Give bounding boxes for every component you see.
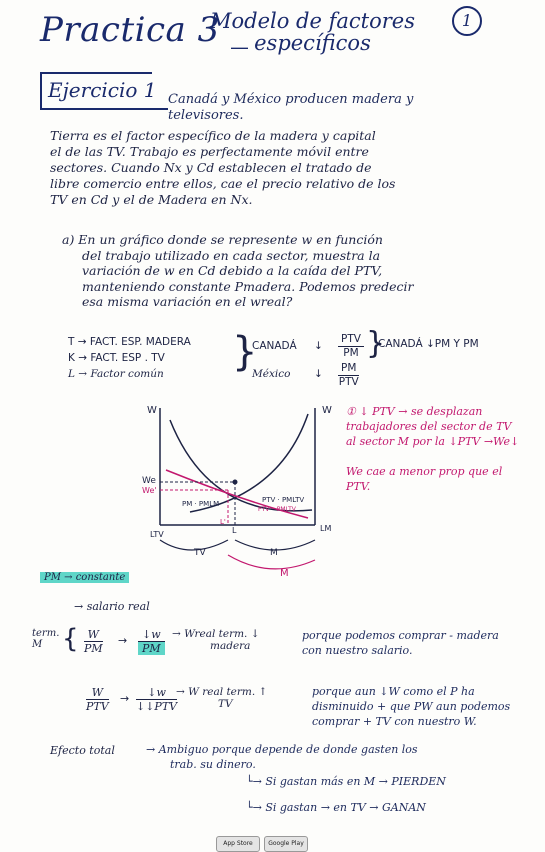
question-line: del trabajo utilizado en cada sector, muestra la — [82, 247, 381, 263]
wreal-tv — [176, 686, 267, 710]
frac-den: ↓↓PTV — [136, 700, 178, 713]
frac-den: PM — [84, 642, 103, 655]
labor-market-graph — [130, 400, 340, 575]
l-prime-label: L' — [220, 518, 226, 526]
ambiguo — [146, 742, 418, 772]
porque-2 — [312, 684, 510, 729]
m-pink-label: M — [280, 568, 289, 579]
fraction-w-pm — [82, 628, 105, 655]
we-label: We — [142, 476, 156, 486]
porque-line: comprar + TV con nuestro W. — [312, 715, 477, 728]
equilibrium-point — [233, 480, 238, 485]
l-label: L — [232, 526, 237, 535]
intro-line: el de las TV. Trabajo es perfectamente móvil entre — [50, 144, 369, 159]
note-pink-2 — [346, 464, 502, 494]
note-pink-1 — [346, 404, 519, 449]
ptv-curve-label: PTV · PMLTV — [262, 496, 305, 504]
key-t: T → FACT. ESP. MADERA — [68, 336, 191, 348]
brace-right-icon: } — [232, 329, 258, 375]
wreal-tv-line2: TV — [218, 698, 233, 710]
note-line: ① ↓ PTV → se desplazan — [346, 405, 483, 418]
fraction-dw-pm — [136, 628, 167, 655]
w-right-label: W — [322, 405, 332, 416]
term-m: term. M — [32, 628, 60, 650]
si-gastan-m — [246, 774, 446, 789]
efecto-total: Efecto total — [50, 744, 115, 757]
frac-den: PTV — [86, 700, 109, 713]
note-line: We cae a menor prop que el — [346, 465, 503, 478]
si-gastan-tv-text: Si gastan → en TV → GANAN — [265, 801, 426, 814]
frac-den: PM — [138, 642, 165, 655]
wreal-madera — [172, 628, 260, 652]
we-prime-label: We' — [142, 486, 157, 495]
frac-num: W — [86, 686, 109, 700]
mexico-down: ↓ — [314, 368, 323, 380]
page-title: Practica 3 _ — [40, 10, 249, 50]
note-line: al sector M por la ↓PTV →We↓ — [346, 435, 520, 448]
wreal-madera-line1: → Wreal term. ↓ — [172, 628, 260, 640]
frac-num: ↓w — [138, 628, 165, 642]
corner-arrow-icon: └→ — [246, 801, 266, 814]
intro-line: Tierra es el factor específico de la madera y capital — [50, 128, 376, 143]
page-number: 1 — [452, 6, 482, 36]
mexico-ratio — [336, 362, 361, 389]
lm-label: LM — [320, 524, 332, 533]
si-gastan-m-text: Si gastan más en M → PIERDEN — [265, 775, 446, 788]
canada-down: ↓ — [314, 340, 323, 352]
question-line: manteniendo constante Pmadera. Podemos predecir — [82, 278, 414, 294]
intro-line: TV en Cd y el de Madera en Nx. — [50, 192, 253, 207]
pm-constante-text: PM → constante — [40, 572, 129, 583]
arrow-icon: → — [118, 634, 128, 647]
subtitle — [210, 10, 415, 54]
fraction-w-ptv — [84, 686, 111, 713]
w-left-label: W — [147, 405, 157, 416]
wreal-madera-line2: madera — [210, 640, 251, 652]
wreal-tv-line1: → W real term. ↑ — [176, 686, 268, 698]
tv-label: TV — [194, 548, 206, 558]
note-line: trabajadores del sector de TV — [346, 420, 512, 433]
m-label: M — [270, 548, 278, 558]
intro-paragraph — [50, 128, 395, 208]
key-canada: CANADÁ — [252, 340, 297, 352]
ltv-label: LTV — [150, 530, 164, 539]
store-badges — [216, 830, 312, 852]
corner-arrow-icon: └→ — [246, 775, 266, 788]
ratio-den: PM — [343, 347, 359, 359]
si-gastan-tv — [246, 800, 426, 815]
exercise-desc-line2: televisores. — [168, 108, 244, 123]
arrow-icon: → — [120, 692, 130, 705]
ratio-den: PTV — [338, 376, 359, 388]
question-a — [62, 232, 414, 310]
salario-real: → salario real — [74, 600, 150, 613]
app-store-badge[interactable]: App Store — [216, 836, 260, 852]
subtitle-line2: específicos — [254, 31, 371, 55]
note-line: PTV. — [346, 480, 371, 493]
ratio-num: PM — [338, 362, 359, 376]
porque-1 — [302, 628, 499, 658]
exercise-description — [168, 92, 413, 124]
brace-right-icon: } — [366, 326, 386, 361]
porque-line: disminuido + que PW aun podemos — [312, 700, 511, 713]
key-k: K → FACT. ESP . TV — [68, 352, 165, 364]
question-line: a) En un gráfico donde se represente w en función — [62, 232, 383, 247]
intro-line: libre comercio entre ellos, cae el precio relativo de los — [50, 176, 396, 191]
google-play-badge[interactable]: Google Play — [264, 836, 308, 852]
exercise-underline — [40, 108, 168, 110]
ambiguo-line: → Ambiguo porque depende de donde gasten los — [146, 743, 418, 756]
question-line: variación de w en Cd debido a la caída del PTV, — [82, 263, 383, 278]
canada-ratio — [336, 333, 366, 360]
porque-line: porque podemos comprar - madera — [302, 629, 499, 642]
frac-num: ↓w — [136, 686, 177, 700]
key-conclusion: CANADÁ ↓PM Y PM — [378, 338, 479, 350]
pm-constante — [40, 572, 129, 583]
ambiguo-line: trab. su dinero. — [170, 758, 256, 771]
subtitle-line1: Modelo de factores — [210, 9, 415, 33]
key-l: L → Factor común — [68, 368, 164, 380]
pm-curve-label: PM · PMLM — [182, 500, 220, 508]
porque-line: porque aun ↓W como el P ha — [312, 685, 475, 698]
exercise-label: Ejercicio 1 — [48, 78, 157, 102]
ratio-num: PTV — [338, 333, 364, 347]
brace-left-icon: { — [62, 624, 79, 654]
ptv-new-label: PTV' · PMLTV — [258, 506, 296, 513]
exercise-desc-line1: Canadá y México producen madera y — [168, 92, 414, 107]
fraction-dw-dptv — [134, 686, 179, 713]
key-mexico: México — [252, 368, 291, 380]
question-line: esa misma variación en el wreal? — [82, 294, 293, 309]
frac-num: W — [84, 628, 103, 642]
porque-line: con nuestro salario. — [302, 644, 413, 657]
intro-line: sectores. Cuando Nx y Cd establecen el tratado de — [50, 160, 372, 175]
